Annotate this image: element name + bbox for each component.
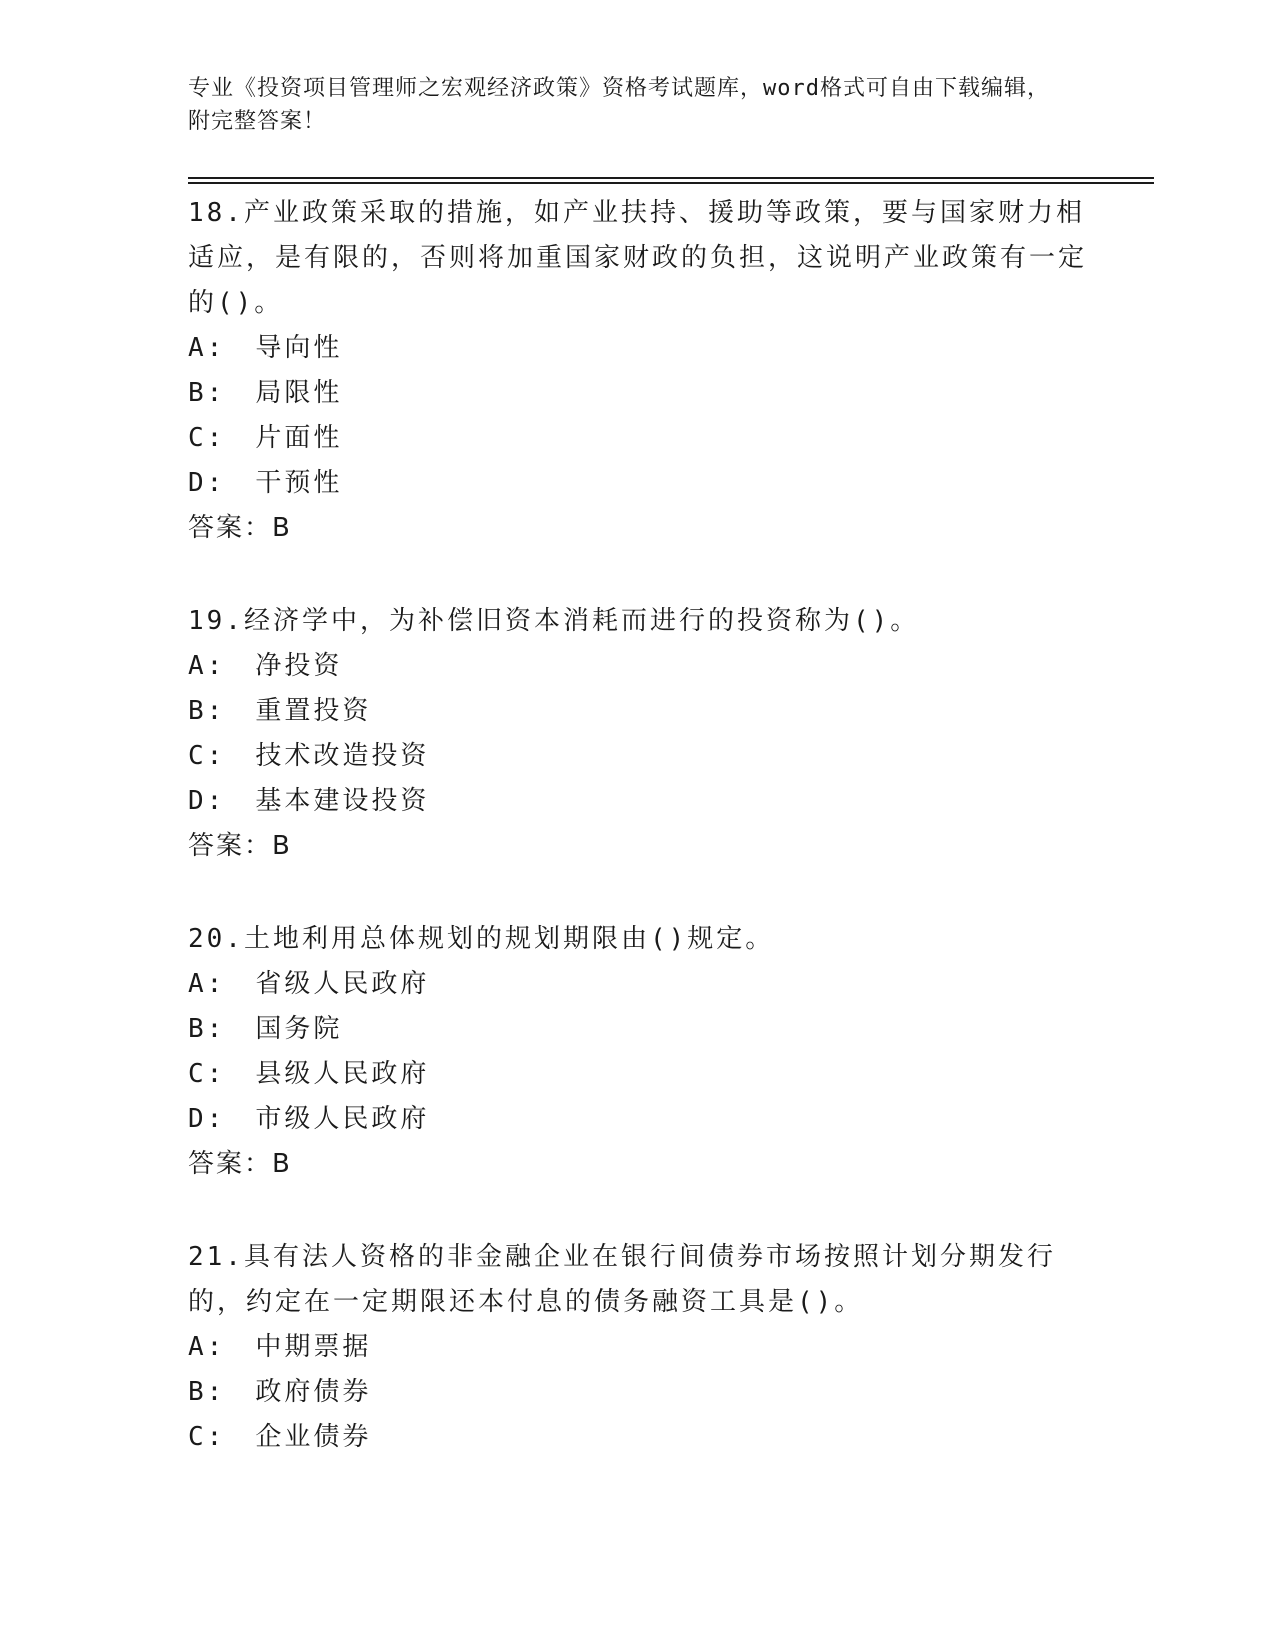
option-letter: A:: [188, 651, 226, 681]
option-text: 基本建设投资: [255, 786, 430, 816]
option-b: [188, 689, 1088, 734]
option-d: [188, 779, 1088, 824]
option-letter: A:: [188, 333, 226, 363]
option-text: 市级人民政府: [255, 1104, 430, 1134]
option-a: [188, 1325, 1088, 1370]
option-letter: C:: [188, 1422, 226, 1452]
answer-line: 答案：B: [188, 513, 292, 543]
option-c: [188, 1415, 1088, 1460]
option-text: 干预性: [255, 468, 343, 498]
question-19: [188, 599, 1088, 869]
question-18: [188, 191, 1088, 551]
header-rule-bottom: [188, 182, 1154, 184]
question-stem: 19.经济学中，为补偿旧资本消耗而进行的投资称为()。: [188, 606, 920, 636]
option-text: 国务院: [255, 1014, 343, 1044]
option-letter: B:: [188, 1377, 226, 1407]
question-20: [188, 917, 1088, 1187]
option-c: [188, 1052, 1088, 1097]
question-stem: 21.具有法人资格的非金融企业在银行间债券市场按照计划分期发行的，约定在一定期限还本付息的债务融资工具是()。: [188, 1242, 1056, 1317]
option-list: [188, 326, 1088, 506]
option-text: 中期票据: [255, 1332, 372, 1362]
question-list: [188, 191, 1088, 1508]
option-a: [188, 326, 1088, 371]
answer-line: 答案：B: [188, 1149, 292, 1179]
option-a: [188, 962, 1088, 1007]
option-text: 局限性: [255, 378, 343, 408]
option-letter: D:: [188, 1104, 226, 1134]
option-letter: B:: [188, 378, 226, 408]
answer-line: 答案：B: [188, 831, 292, 861]
option-c: [188, 734, 1088, 779]
option-letter: A:: [188, 1332, 226, 1362]
option-d: [188, 1097, 1088, 1142]
option-b: [188, 1370, 1088, 1415]
option-list: [188, 962, 1088, 1142]
document-header: 专业《投资项目管理师之宏观经济政策》资格考试题库，word格式可自由下载编辑，附完整答案！: [188, 76, 1050, 134]
option-c: [188, 416, 1088, 461]
option-letter: D:: [188, 786, 226, 816]
header-rule-top: [188, 177, 1154, 179]
option-text: 政府债券: [255, 1377, 372, 1407]
question-stem: 20.土地利用总体规划的规划期限由()规定。: [188, 924, 775, 954]
option-text: 导向性: [255, 333, 343, 363]
option-letter: A:: [188, 969, 226, 999]
option-letter: B:: [188, 1014, 226, 1044]
option-text: 片面性: [255, 423, 343, 453]
option-text: 企业债券: [255, 1422, 372, 1452]
option-text: 净投资: [255, 651, 343, 681]
option-letter: B:: [188, 696, 226, 726]
option-b: [188, 371, 1088, 416]
option-text: 重置投资: [255, 696, 372, 726]
option-letter: C:: [188, 741, 226, 771]
option-b: [188, 1007, 1088, 1052]
question-21: [188, 1235, 1088, 1460]
option-letter: C:: [188, 1059, 226, 1089]
option-text: 省级人民政府: [255, 969, 430, 999]
option-list: [188, 1325, 1088, 1460]
option-list: [188, 644, 1088, 824]
option-d: [188, 461, 1088, 506]
option-text: 技术改造投资: [255, 741, 430, 771]
option-letter: D:: [188, 468, 226, 498]
option-text: 县级人民政府: [255, 1059, 430, 1089]
option-a: [188, 644, 1088, 689]
question-stem: 18.产业政策采取的措施，如产业扶持、援助等政策，要与国家财力相适应，是有限的，否则将加重国家财政的负担，这说明产业政策有一定的()。: [188, 198, 1088, 318]
option-letter: C:: [188, 423, 226, 453]
